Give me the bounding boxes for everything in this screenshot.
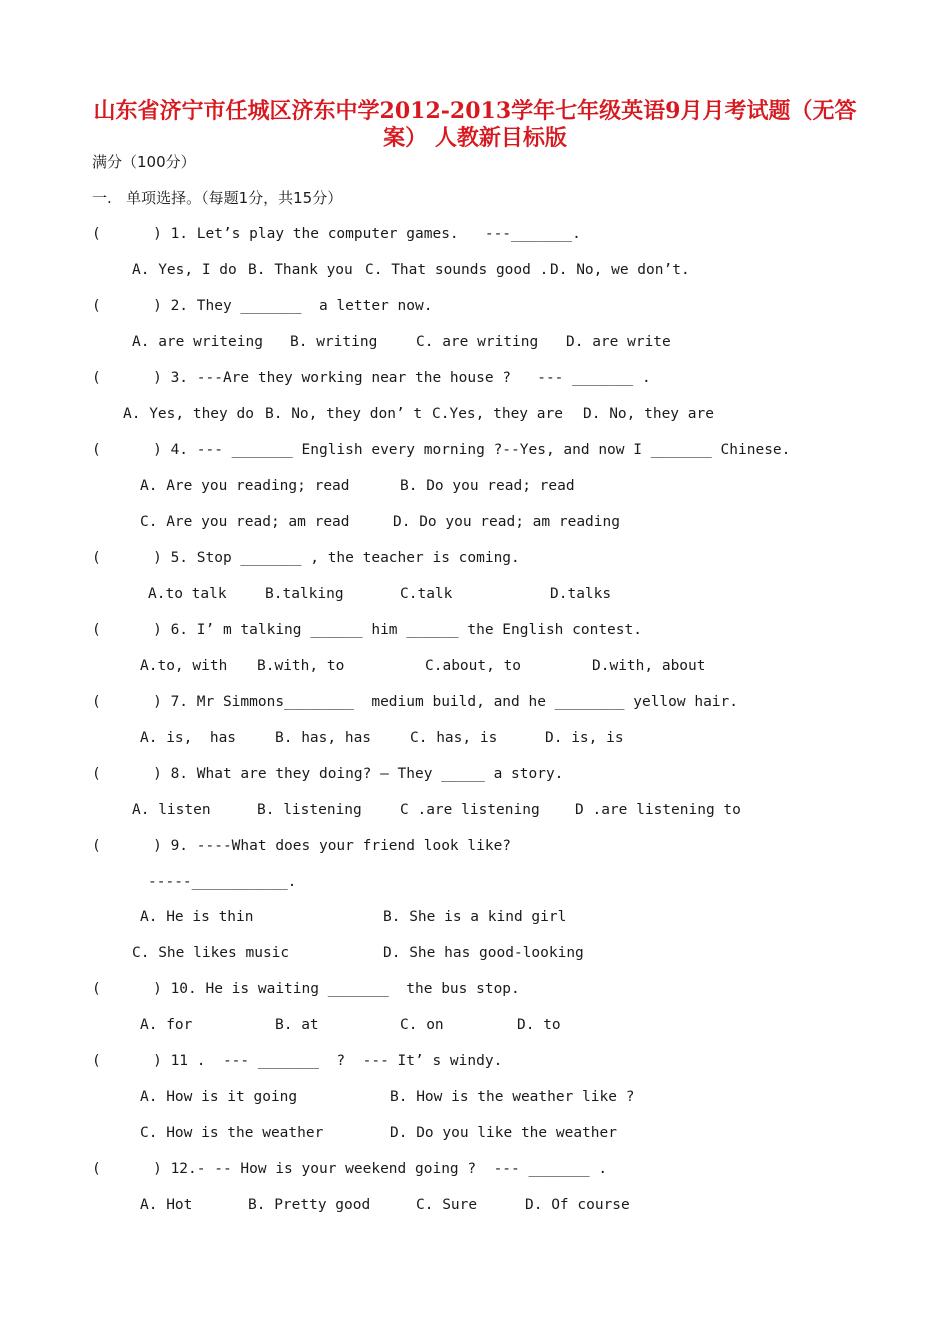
question-7-stem: ( ) 7. Mr Simmons________ medium build, and he ________ yellow hair. — [92, 694, 739, 710]
question-3-option-b: B. No, they don’ t — [265, 406, 423, 422]
question-2-option-b: B. writing — [290, 334, 378, 350]
question-5-option-c: C.talk — [400, 586, 453, 602]
question-10-option-b: B. at — [275, 1017, 319, 1033]
question-3-option-c: C.Yes, they are — [432, 406, 563, 422]
question-7-option-b: B. has, has — [275, 730, 372, 746]
question-11-option-d: D. Do you like the weather — [390, 1125, 617, 1141]
question-2-option-d: D. are write — [566, 334, 671, 350]
question-7-option-d: D. is, is — [545, 730, 624, 746]
question-4-stem: ( ) 4. --- _______ English every morning ?--Yes, and now I _______ Chinese. — [92, 442, 791, 458]
question-9-stem: ( ) 9. ----What does your friend look like? — [92, 838, 512, 854]
question-7-option-a: A. is, has — [140, 730, 237, 746]
question-1-option-a: A. Yes, I do — [132, 262, 237, 278]
question-3-option-d: D. No, they are — [583, 406, 714, 422]
question-11-option-a: A. How is it going — [140, 1089, 298, 1105]
question-2-option-c: C. are writing — [416, 334, 539, 350]
question-1-stem: ( ) 1. Let’s play the computer games. ---_______. — [92, 226, 581, 242]
question-4-option-b: B. Do you read; read — [400, 478, 575, 494]
question-1-option-c: C. That sounds good . — [365, 262, 549, 278]
question-11-stem: ( ) 11 . --- _______ ? --- It’ s windy. — [92, 1053, 503, 1069]
question-9-option-d: D. She has good-looking — [383, 945, 584, 961]
question-9-answer-line: -----___________. — [148, 874, 297, 890]
question-4-option-a: A. Are you reading; read — [140, 478, 350, 494]
question-11-option-b: B. How is the weather like ? — [390, 1089, 635, 1105]
question-9-option-b: B. She is a kind girl — [383, 909, 567, 925]
question-5-option-a: A.to talk — [148, 586, 227, 602]
question-8-option-a: A. listen — [132, 802, 211, 818]
question-5-stem: ( ) 5. Stop _______ , the teacher is coming. — [92, 550, 520, 566]
question-6-option-c: C.about, to — [425, 658, 522, 674]
exam-title-line-2: 案） 人教新目标版 — [383, 125, 567, 151]
question-9-option-a: A. He is thin — [140, 909, 254, 925]
question-7-option-c: C. has, is — [410, 730, 498, 746]
question-9-option-c: C. She likes music — [132, 945, 290, 961]
question-2-stem: ( ) 2. They _______ a letter now. — [92, 298, 433, 314]
question-6-option-a: A.to, with — [140, 658, 228, 674]
question-1-option-d: D. No, we don’t. — [550, 262, 690, 278]
question-6-stem: ( ) 6. I’ m talking ______ him ______ the English contest. — [92, 622, 642, 638]
section-heading: 一. 单项选择。（每题1分，共15分） — [92, 189, 343, 207]
question-6-option-b: B.with, to — [257, 658, 345, 674]
question-5-option-d: D.talks — [550, 586, 612, 602]
question-10-stem: ( ) 10. He is waiting _______ the bus stop. — [92, 981, 520, 997]
question-12-option-c: C. Sure — [416, 1197, 478, 1213]
exam-title-line-1: 山东省济宁市任城区济东中学2012-2013学年七年级英语9月月考试题（无答 — [93, 98, 857, 124]
question-12-option-d: D. Of course — [525, 1197, 630, 1213]
question-1-option-b: B. Thank you — [248, 262, 353, 278]
question-12-stem: ( ) 12.- -- How is your weekend going ? --- _______ . — [92, 1161, 608, 1177]
question-8-option-b: B. listening — [257, 802, 362, 818]
question-12-option-a: A. Hot — [140, 1197, 193, 1213]
question-3-stem: ( ) 3. ---Are they working near the house ? --- _______ . — [92, 370, 651, 386]
question-8-option-d: D .are listening to — [575, 802, 741, 818]
question-11-option-c: C. How is the weather — [140, 1125, 324, 1141]
full-score: 满分（100分） — [92, 153, 196, 171]
question-4-option-d: D. Do you read; am reading — [393, 514, 620, 530]
question-5-option-b: B.talking — [265, 586, 344, 602]
question-8-option-c: C .are listening — [400, 802, 540, 818]
question-6-option-d: D.with, about — [592, 658, 706, 674]
question-10-option-c: C. on — [400, 1017, 444, 1033]
question-10-option-d: D. to — [517, 1017, 561, 1033]
question-8-stem: ( ) 8. What are they doing? – They _____ a story. — [92, 766, 564, 782]
question-4-option-c: C. Are you read; am read — [140, 514, 350, 530]
question-10-option-a: A. for — [140, 1017, 193, 1033]
question-12-option-b: B. Pretty good — [248, 1197, 371, 1213]
question-2-option-a: A. are writeing — [132, 334, 263, 350]
question-3-option-a: A. Yes, they do — [123, 406, 254, 422]
